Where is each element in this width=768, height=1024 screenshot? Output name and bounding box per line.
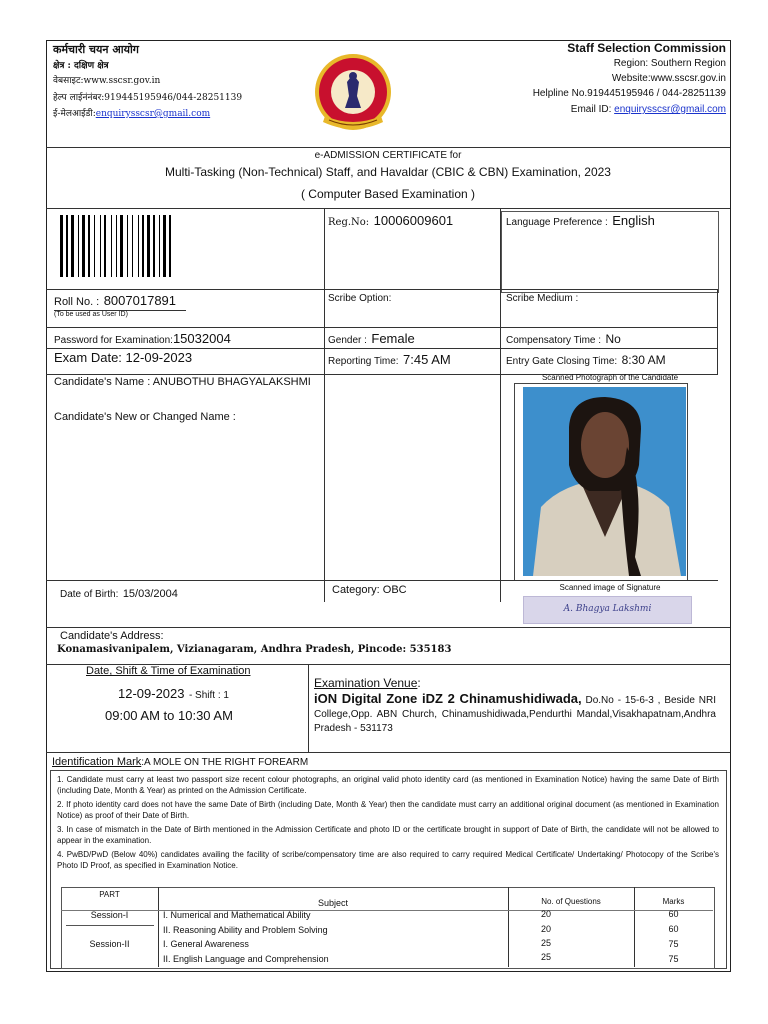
instructions-list bbox=[57, 775, 719, 871]
barcode-bar bbox=[153, 215, 155, 277]
row-marks: 60 bbox=[668, 909, 679, 919]
language-label: Language Preference : bbox=[506, 217, 608, 228]
category-value: OBC bbox=[382, 584, 407, 596]
instruction-item: 4. PwBD/PwD (Below 40%) candidates availing the facility of scribe/compensatory time are also required to carry required Medical Certificate/ Undertaking/ Photocopy of the Scribe's Photo ID Proof, as specified in Examination Notice. bbox=[57, 850, 719, 870]
exam-date-label: Exam Date: bbox=[54, 350, 122, 365]
exam-time: 09:00 AM to 10:30 AM bbox=[105, 708, 233, 723]
category-label: Category: bbox=[332, 584, 380, 596]
barcode-bar bbox=[66, 215, 68, 277]
reg-no-label: Reg.No: bbox=[328, 217, 370, 228]
reporting-value: 7:45 AM bbox=[403, 352, 451, 367]
changed-name-label: Candidate's New or Changed Name : bbox=[54, 411, 236, 423]
title-line1: e-ADMISSION CERTIFICATE for bbox=[314, 150, 462, 161]
region-english: Region: Southern Region bbox=[613, 58, 726, 69]
barcode-bar bbox=[127, 215, 128, 277]
org-name-hindi: कर्मचारी चयन आयोग bbox=[53, 43, 140, 56]
org-name-english: Staff Selection Commission bbox=[567, 41, 726, 55]
comp-label: Compensatory Time : bbox=[506, 335, 602, 346]
gender-label: Gender : bbox=[328, 335, 367, 346]
signature-text: A. Bhagya Lakshmi bbox=[563, 604, 652, 614]
row-marks: 60 bbox=[668, 924, 679, 934]
row-subject: I. Numerical and Mathematical Ability bbox=[163, 910, 311, 920]
barcode-bar bbox=[147, 215, 150, 277]
barcode-bar bbox=[169, 215, 171, 277]
reporting-time bbox=[328, 351, 451, 369]
row-subject: I. General Awareness bbox=[163, 939, 249, 949]
exam-date bbox=[54, 350, 192, 365]
roll-no-label: Roll No. : bbox=[54, 296, 100, 308]
photo-caption: Scanned Photograph of the Candidate bbox=[541, 373, 679, 382]
address-label: Candidate's Address: bbox=[60, 630, 164, 642]
exam-schedule-date: 12-09-2023 bbox=[118, 686, 185, 701]
barcode-bar bbox=[159, 215, 160, 277]
gate-closing-time bbox=[506, 351, 666, 369]
barcode-icon bbox=[60, 215, 220, 277]
signature-caption: Scanned image of Signature bbox=[559, 583, 661, 592]
row-subject: II. English Language and Comprehension bbox=[163, 954, 329, 964]
password-label: Password for Examination: bbox=[54, 335, 173, 346]
instruction-item: 2. If photo identity card does not have the same Date of Birth (including Date, Month & Year) then the candidate must carry an additional original document (as mentioned in Examination Notice) as proof of their Date of Birth. bbox=[57, 800, 719, 820]
barcode-bar bbox=[71, 215, 74, 277]
row-marks: 75 bbox=[668, 954, 679, 964]
barcode-bar bbox=[60, 215, 63, 277]
identification-label: Identification Mark bbox=[52, 756, 142, 768]
table-header-subject: Subject bbox=[317, 898, 349, 908]
ssc-emblem bbox=[303, 52, 403, 142]
barcode-bar bbox=[94, 215, 95, 277]
scribe-medium-label: Scribe Medium : bbox=[506, 293, 579, 304]
compensatory-time bbox=[506, 330, 621, 348]
email-link-right[interactable]: enquirysscsr@gmail.com bbox=[614, 104, 726, 115]
date-of-birth bbox=[60, 584, 178, 602]
helpline-hindi: हेल्प लाईनंनंबर:919445195946/044-28251139 bbox=[53, 93, 243, 103]
table-header-questions: No. of Questions bbox=[541, 897, 601, 906]
venue-label-text: Examination Venue bbox=[314, 676, 418, 690]
barcode-bar bbox=[120, 215, 123, 277]
reg-no bbox=[328, 212, 453, 230]
identification-mark: Identification Mark:A MOLE ON THE RIGHT FOREARM bbox=[52, 756, 309, 768]
title-divider bbox=[46, 208, 730, 209]
barcode-bar bbox=[132, 215, 133, 277]
venue-address: Do.No - 15-6-3 , Beside NRI College,Opp. ABN Church, Chinamushidiwada,Pendurthi Mandal,Visakhapatnam,Andhra Pradesh - 531173 bbox=[314, 695, 716, 734]
barcode bbox=[60, 215, 220, 277]
email-hindi bbox=[53, 106, 210, 119]
title-line3: ( Computer Based Examination ) bbox=[300, 187, 476, 201]
barcode-bar bbox=[116, 215, 117, 277]
venue-details bbox=[314, 692, 716, 736]
signature-image bbox=[523, 596, 692, 624]
candidate-photo-image bbox=[523, 387, 686, 576]
gender bbox=[328, 330, 415, 348]
gate-value: 8:30 AM bbox=[621, 353, 666, 367]
row-part: Session-II bbox=[89, 939, 130, 949]
identification-value: A MOLE ON THE RIGHT FOREARM bbox=[144, 757, 309, 768]
reporting-label: Reporting Time: bbox=[328, 356, 399, 367]
exam-date-value: 12-09-2023 bbox=[125, 350, 193, 365]
language-preference bbox=[506, 212, 655, 230]
barcode-bar bbox=[78, 215, 79, 277]
barcode-bar bbox=[111, 215, 112, 277]
barcode-bar bbox=[104, 215, 106, 277]
table-header-marks: Marks bbox=[662, 897, 685, 906]
barcode-bar bbox=[163, 215, 166, 277]
email-label-hindi: ई-मेलआईडी: bbox=[53, 109, 96, 119]
dob-label: Date of Birth: bbox=[60, 589, 119, 600]
venue-label: Examination Venue: bbox=[314, 676, 421, 690]
dob-value: 15/03/2004 bbox=[122, 588, 178, 600]
row-part: Session-I bbox=[90, 910, 129, 920]
gate-label: Entry Gate Closing Time: bbox=[506, 356, 618, 367]
ssc-emblem-icon bbox=[303, 52, 403, 142]
row-questions: 25 bbox=[540, 938, 551, 948]
language-value: English bbox=[612, 213, 655, 228]
comp-value: No bbox=[605, 332, 621, 346]
email-label-english: Email ID: bbox=[570, 104, 615, 115]
reg-no-value: 10006009601 bbox=[373, 213, 454, 228]
row-questions: 20 bbox=[540, 924, 551, 934]
roll-no bbox=[54, 292, 176, 310]
table-header-part: PART bbox=[99, 890, 120, 899]
barcode-bar bbox=[88, 215, 90, 277]
website-english: Website:www.sscsr.gov.in bbox=[611, 73, 726, 84]
candidate-name-value: ANUBOTHU BHAGYALAKSHMI bbox=[152, 376, 311, 388]
region-hindi: क्षेत्र : दक्षिण क्षेत्र bbox=[53, 61, 109, 71]
barcode-bar bbox=[82, 215, 85, 277]
instruction-item: 1. Candidate must carry at least two passport size recent colour photographs, an original valid photo identity card (as mentioned in Examination Notice) having the same Date of Birth (including Date, Month & Year) as printed on the Admission Certificate. bbox=[57, 775, 719, 795]
email-link-left[interactable]: enquirysscsr@gmail.com bbox=[95, 109, 211, 119]
email-english bbox=[571, 104, 726, 115]
category bbox=[332, 584, 407, 596]
venue-name: iON Digital Zone iDZ 2 Chinamushidiwada, bbox=[314, 691, 582, 706]
row-questions: 20 bbox=[540, 909, 551, 919]
exam-shift: - Shift : 1 bbox=[188, 690, 229, 701]
candidate-name bbox=[54, 376, 311, 388]
barcode-bar bbox=[100, 215, 101, 277]
password bbox=[54, 330, 231, 348]
helpline-english: Helpline No.919445195946 / 044-28251139 bbox=[532, 88, 726, 99]
barcode-bar bbox=[142, 215, 144, 277]
roll-no-note: (To be used as User ID) bbox=[54, 311, 128, 318]
candidate-name-label: Candidate's Name : bbox=[54, 376, 151, 388]
website-hindi: वेबसाइट:www.sscsr.gov.in bbox=[53, 76, 161, 86]
password-value: 15032004 bbox=[172, 331, 231, 346]
scribe-option-label: Scribe Option: bbox=[328, 293, 392, 304]
instruction-item: 3. In case of mismatch in the Date of Birth mentioned in the Admission Certificate and photo ID or the certificate brought in support of Date of Birth, the candidate will not be allowed to appear in the examination. bbox=[57, 825, 719, 845]
address-value: Konamasivanipalem, Vizianagaram, Andhra Pradesh, Pincode: 535183 bbox=[57, 644, 452, 655]
exam-date-shift bbox=[118, 685, 229, 703]
title-line2: Multi-Tasking (Non-Technical) Staff, and Havaldar (CBIC & CBN) Examination, 2023 bbox=[165, 165, 611, 179]
gender-value: Female bbox=[371, 331, 415, 346]
candidate-photo bbox=[523, 387, 686, 576]
row-questions: 25 bbox=[540, 952, 551, 962]
row-marks: 75 bbox=[668, 939, 679, 949]
barcode-bar bbox=[138, 215, 139, 277]
roll-no-value: 8007017891 bbox=[103, 293, 177, 308]
header-divider bbox=[46, 147, 730, 148]
exam-dst-label: Date, Shift & Time of Examination bbox=[86, 665, 251, 677]
row-subject: II. Reasoning Ability and Problem Solving bbox=[163, 925, 328, 935]
